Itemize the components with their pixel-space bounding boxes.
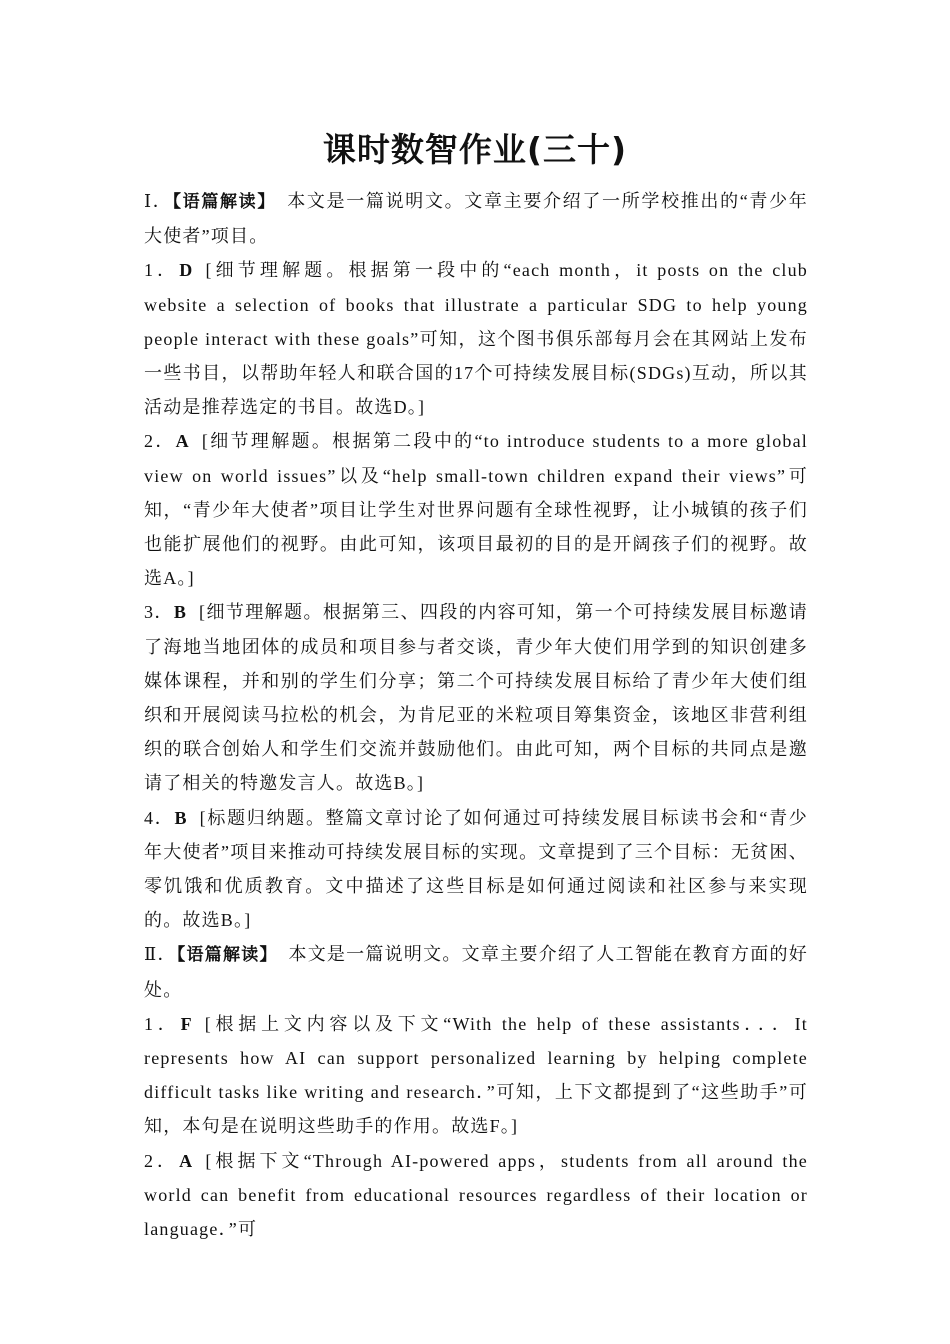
answer-letter: A: [179, 1150, 194, 1171]
item-number: 1．: [144, 1013, 181, 1034]
paragraph-text: [根据下文“Through AI-powered apps，students from all around the world can benefit from educational resources regardless of their location or language．”可: [144, 1150, 808, 1240]
item-number: 1．: [144, 260, 180, 281]
item-number: 2．: [144, 431, 176, 452]
paragraph-text: 本文是一篇说明文。文章主要介绍了一所学校推出的“青少年大使者”项目。: [144, 191, 808, 247]
answer-letter: B: [173, 602, 188, 623]
answer-letter: D: [179, 260, 194, 281]
answer-item: [144, 595, 808, 800]
section-intro: [144, 184, 808, 253]
answer-letter: A: [175, 431, 190, 452]
paragraph-text: [细节理解题。根据第一段中的“each month，it posts on the club website a selection of books that illustrate a particular SDG to help young people interact with these goals”可知，这个图书俱乐部每月会在其网站上发布一些书目，以帮助年轻人和联合国的17个可持续发展目标(SDGs)互动，所以其活动是推荐选定的书目。故选D。]: [144, 260, 808, 418]
section-tag: 【语篇解读】: [176, 945, 270, 966]
answer-letter: F: [180, 1013, 193, 1034]
paragraph-text: 本文是一篇说明文。文章主要介绍了人工智能在教育方面的好处。: [144, 944, 808, 1000]
paragraph-text: [标题归纳题。整篇文章讨论了如何通过可持续发展目标读书会和“青少年大使者”项目来推动可持续发展目标的实现。文章提到了三个目标：无贫困、零饥饿和优质教育。文中描述了这些目标是如何通过阅读和社区参与来实现的。故选B。]: [144, 807, 808, 931]
section-number: Ⅰ．: [144, 191, 173, 211]
answer-body: [144, 184, 808, 1246]
answer-item: [144, 1144, 808, 1247]
answer-item: [144, 801, 808, 938]
section-intro: [144, 937, 808, 1006]
answer-item: [144, 424, 808, 595]
answer-item: [144, 1007, 808, 1144]
item-number: 2．: [144, 1150, 180, 1171]
answer-item: [144, 253, 808, 424]
section-number: Ⅱ．: [144, 944, 177, 965]
item-number: 4．: [144, 807, 175, 828]
page-title: 课时数智作业(三十): [322, 130, 628, 169]
item-number: 3．: [144, 602, 174, 623]
paragraph-text: [细节理解题。根据第二段中的“to introduce students to a more global view on world issues”以及“help small-town children expand their views”可知，“青少年大使者”项目让学生对世界问题有全球性视野，让小城镇的孩子们也能扩展他们的视野。由此可知，该项目最初的目的是开阔孩子们的视野。故选A。]: [144, 431, 808, 589]
answer-letter: B: [174, 807, 188, 828]
paragraph-text: [细节理解题。根据第三、四段的内容可知，第一个可持续发展目标邀请了海地当地团体的成员和项目参与者交谈，青少年大使们用学到的知识创建多媒体课程，并和别的学生们分享；第二个可持续发展目标给了青少年大使们组织和开展阅读马拉松的机会，为肯尼亚的米粒项目筹集资金，该地区非营利组织的联合创始人和学生们交流并鼓励他们。由此可知，两个目标的共同点是邀请了相关的特邀发言人。故选B。]: [144, 602, 808, 794]
paragraph-text: [根据上文内容以及下文“With the help of these assistants．．．It represents how AI can support personalized learning by helping complete difficult tasks like writing and research．”可知，上下文都提到了“这些助手”可知，本句是在说明这些助手的作用。故选F。]: [144, 1013, 808, 1137]
section-tag: 【语篇解读】: [172, 192, 268, 212]
